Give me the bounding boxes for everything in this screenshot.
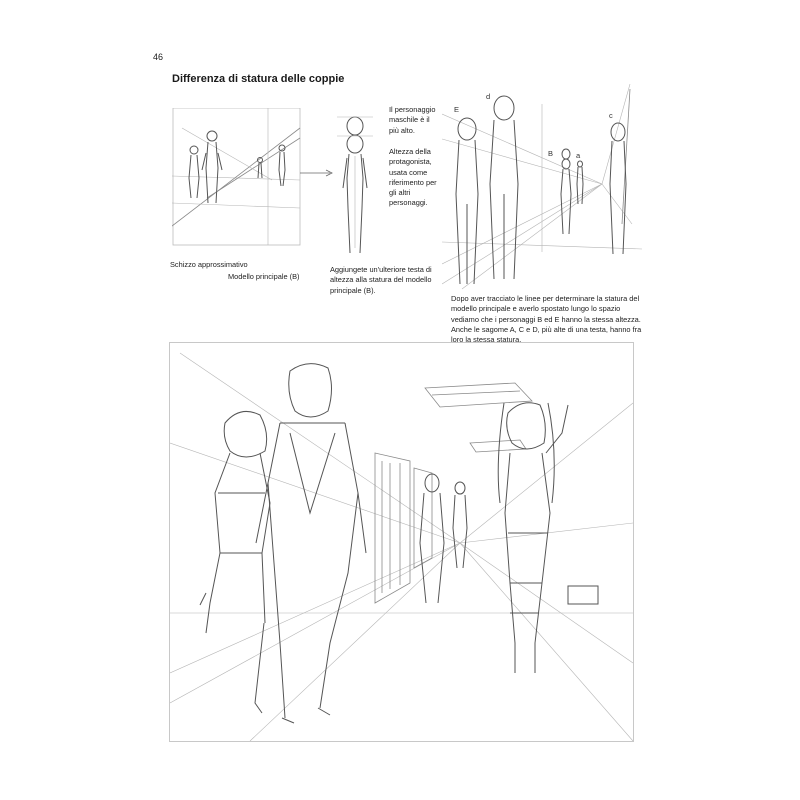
page-number: 46 bbox=[153, 52, 164, 62]
perspective-caption: Dopo aver tracciato le linee per determinare la statura del modello principale e averlo spostato lungo lo spazio vediamo che i personaggi B ed E hanno la stessa altezza. Anche le sagome A, C e D, più alte di una testa, hanno fra loro la stessa statura. bbox=[451, 294, 642, 345]
rough-sketch-figure bbox=[172, 108, 302, 246]
head-stack-caption: Aggiungete un'ulteriore testa di altezza alla statura del modello principale (B). bbox=[330, 265, 432, 295]
section-title: Differenza di statura delle coppie bbox=[172, 73, 345, 85]
head-stack-figure bbox=[333, 108, 385, 260]
label-d: d bbox=[486, 92, 491, 101]
perspective-figure bbox=[442, 84, 642, 294]
label-e: E bbox=[454, 105, 460, 114]
head-stack-note-1: Il personaggio maschile è il più alto. bbox=[389, 105, 436, 135]
label-c: c bbox=[609, 111, 613, 120]
label-a: a bbox=[576, 151, 581, 160]
head-stack-note-2: Altezza della protagonista, usata come riferimento per gli altri personaggi. bbox=[389, 147, 437, 208]
label-b: B bbox=[548, 149, 554, 158]
arrow-right-icon bbox=[300, 168, 334, 178]
rough-sketch-caption-2: Modello principale (B) bbox=[228, 272, 300, 281]
rough-sketch-caption-1: Schizzo approssimativo bbox=[170, 260, 248, 269]
corridor-illustration bbox=[169, 342, 634, 742]
